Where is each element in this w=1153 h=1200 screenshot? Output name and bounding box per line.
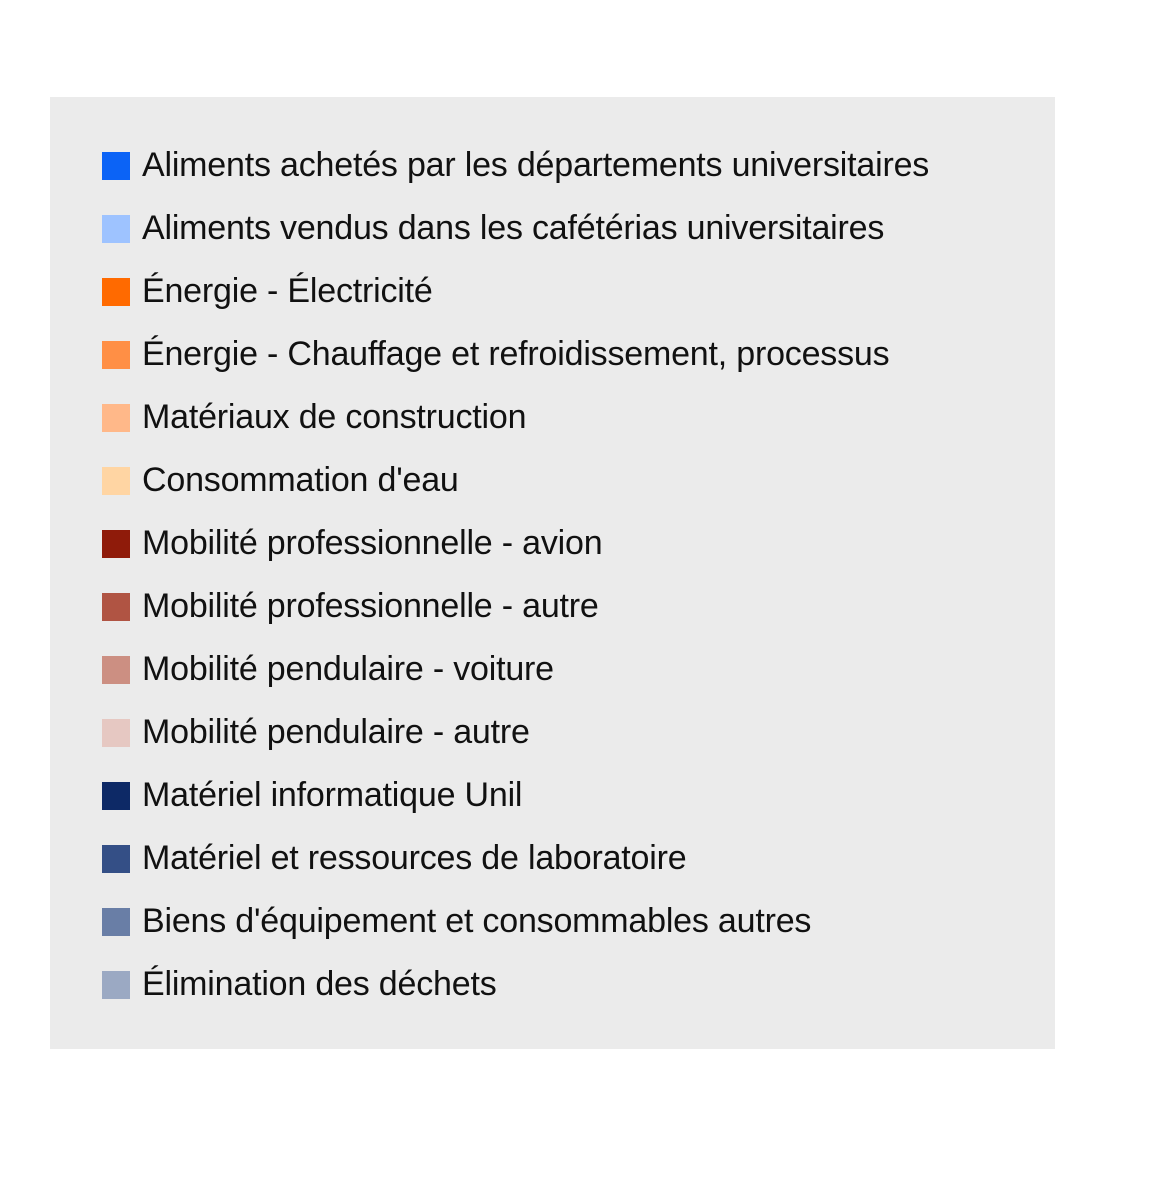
legend-panel (50, 97, 1055, 1049)
legend-label: Mobilité pendulaire - voiture (142, 650, 554, 688)
legend-label: Énergie - Chauffage et refroidissement, processus (142, 335, 890, 373)
legend-swatch (102, 782, 130, 810)
legend-label: Mobilité professionnelle - avion (142, 524, 603, 562)
legend-label: Mobilité professionnelle - autre (142, 587, 599, 625)
legend-item (102, 386, 929, 449)
legend-swatch (102, 404, 130, 432)
legend-swatch (102, 656, 130, 684)
legend-item (102, 638, 929, 701)
legend-item (102, 764, 929, 827)
legend-label: Énergie - Électricité (142, 272, 433, 310)
legend-item (102, 575, 929, 638)
legend-label: Consommation d'eau (142, 461, 459, 499)
legend-label: Matériel et ressources de laboratoire (142, 839, 687, 877)
legend-swatch (102, 719, 130, 747)
legend-item (102, 512, 929, 575)
legend-label: Aliments achetés par les départements universitaires (142, 146, 930, 184)
legend-label: Matériel informatique Unil (142, 776, 523, 814)
legend-swatch (102, 845, 130, 873)
legend-item (102, 449, 929, 512)
legend-item (102, 701, 929, 764)
legend-label: Biens d'équipement et consommables autres (142, 902, 812, 940)
legend-label: Élimination des déchets (142, 965, 497, 1003)
legend-swatch (102, 278, 130, 306)
legend-label: Matériaux de construction (142, 398, 527, 436)
legend-swatch (102, 341, 130, 369)
legend-swatch (102, 215, 130, 243)
legend-swatch (102, 908, 130, 936)
legend-swatch (102, 152, 130, 180)
legend-swatch (102, 593, 130, 621)
legend-item (102, 827, 929, 890)
legend-swatch (102, 971, 130, 999)
legend-list (102, 134, 929, 1016)
legend-item (102, 323, 929, 386)
legend-item (102, 890, 929, 953)
legend-swatch (102, 530, 130, 558)
legend-label: Mobilité pendulaire - autre (142, 713, 530, 751)
legend-swatch (102, 467, 130, 495)
legend-item (102, 953, 929, 1016)
legend-label: Aliments vendus dans les cafétérias universitaires (142, 209, 885, 247)
legend-item (102, 197, 929, 260)
legend-item (102, 260, 929, 323)
legend-item (102, 134, 929, 197)
